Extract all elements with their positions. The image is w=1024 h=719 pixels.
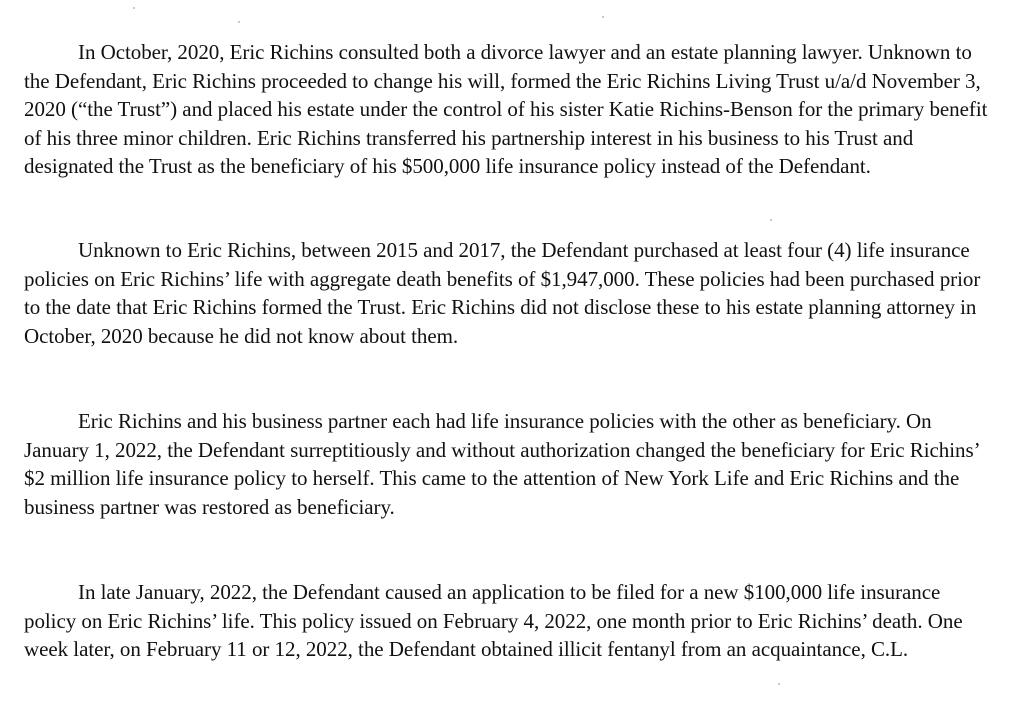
- paragraph-insurance-policies: Unknown to Eric Richins, between 2015 and 2017, the Defendant purchased at least four (4) life insurance policies on Eric Richins’ life with aggregate death benefits of $1,947,000. These policies had been purchased prior to the date that Eric Richins formed the Trust. Eric Richins did not disclose these to his estate planning attorney in October, 2020 because he did not know about them.: [24, 238, 981, 348]
- scan-speck: [778, 683, 780, 685]
- paragraph-trust-formation: In October, 2020, Eric Richins consulted both a divorce lawyer and an estate planning lawyer. Unknown to the Defendant, Eric Richins proceeded to change his will, formed the Eric Richins Living Trust u/a/d November 3, 2020 (“the Trust”) and placed his estate under the control of his sister Katie Richins-Benson for the primary benefit of his three minor children. Eric Richins transferred his partnership interest in his business to his Trust and designated the Trust as the beneficiary of his $500,000 life insurance policy instead of the Defendant.: [24, 40, 988, 178]
- paragraph-beneficiary-change: Eric Richins and his business partner each had life insurance policies with the other as beneficiary. On January 1, 2022, the Defendant surreptitiously and without authorization changed the beneficiary for Eric Richins’ $2 million life insurance policy to herself. This came to the attention of New York Life and Eric Richins and the business partner was restored as beneficiary.: [24, 409, 979, 519]
- paragraph-new-policy-fentanyl: In late January, 2022, the Defendant caused an application to be filed for a new $100,000 life insurance policy on Eric Richins’ life. This policy issued on February 4, 2022, one month prior to Eric Richins’ death. One week later, on February 11 or 12, 2022, the Defendant obtained illicit fentanyl from an acquaintance, C.L.: [24, 580, 963, 661]
- scan-speck: [133, 7, 135, 9]
- scan-speck: [238, 21, 240, 23]
- scan-speck: [770, 219, 772, 221]
- scan-speck: [602, 16, 604, 18]
